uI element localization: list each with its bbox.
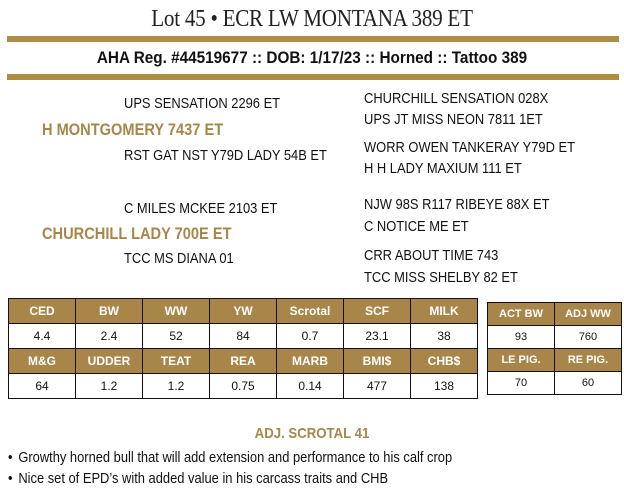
epd-value: 0.7 xyxy=(277,324,344,349)
epd-header: BW xyxy=(76,299,143,324)
registration-line: AHA Reg. #44519677 :: DOB: 1/17/23 :: Horned :: Tattoo 389 xyxy=(96,48,528,67)
actual-measures-table xyxy=(487,302,622,395)
epd-value: 4.4 xyxy=(9,324,76,349)
epd-header: SCF xyxy=(344,299,411,324)
epd-header: TEAT xyxy=(143,349,210,374)
side-value-row-2 xyxy=(488,372,622,395)
epd-header: MILK xyxy=(411,299,478,324)
epd-header: WW xyxy=(143,299,210,324)
pedigree-dss: NJW 98S R117 RIBEYE 88X ET xyxy=(364,196,550,213)
bottom-divider xyxy=(7,74,619,80)
adj-scrotal-heading: ADJ. SCROTAL 41 xyxy=(254,425,370,442)
pedigree-sire: H MONTGOMERY 7437 ET xyxy=(42,120,224,139)
epd-header: BMI$ xyxy=(344,349,411,374)
epd-header: Scrotal xyxy=(277,299,344,324)
side-value: 70 xyxy=(488,372,555,395)
side-header: ADJ WW xyxy=(555,303,622,326)
epd-value: 84 xyxy=(210,324,277,349)
epd-value-row-2 xyxy=(9,374,478,399)
side-header-row-1 xyxy=(488,303,622,326)
side-header-row-2 xyxy=(488,349,622,372)
epd-table xyxy=(8,298,478,399)
epd-header: REA xyxy=(210,349,277,374)
epd-header-row-2 xyxy=(9,349,478,374)
pedigree-dam: CHURCHILL LADY 700E ET xyxy=(42,224,232,243)
top-divider xyxy=(7,36,619,42)
epd-value: 477 xyxy=(344,374,411,399)
epd-header: YW xyxy=(210,299,277,324)
bullet-icon: • xyxy=(8,470,13,487)
epd-value: 38 xyxy=(411,324,478,349)
epd-header: CHB$ xyxy=(411,349,478,374)
pedigree-ssd: UPS JT MISS NEON 7811 1ET xyxy=(364,111,543,128)
pedigree-ddd: TCC MISS SHELBY 82 ET xyxy=(364,269,518,286)
side-value: 760 xyxy=(555,326,622,349)
bullet-item xyxy=(8,449,452,466)
epd-value: 0.14 xyxy=(277,374,344,399)
pedigree-dds: CRR ABOUT TIME 743 xyxy=(364,247,499,264)
pedigree-dam-dam: TCC MS DIANA 01 xyxy=(124,250,234,267)
bullet-item xyxy=(8,470,388,487)
epd-header: CED xyxy=(9,299,76,324)
epd-value: 23.1 xyxy=(344,324,411,349)
pedigree-sdd: H H LADY MAXIUM 111 ET xyxy=(364,160,522,177)
side-header: ACT BW xyxy=(488,303,555,326)
epd-value: 64 xyxy=(9,374,76,399)
pedigree-dam-sire: C MILES MCKEE 2103 ET xyxy=(124,200,278,217)
side-header: LE PIG. xyxy=(488,349,555,372)
bullet-icon: • xyxy=(8,449,13,466)
pedigree-sire-sire: UPS SENSATION 2296 ET xyxy=(124,95,281,112)
epd-header-row-1 xyxy=(9,299,478,324)
epd-value: 52 xyxy=(143,324,210,349)
epd-header: MARB xyxy=(277,349,344,374)
side-value: 60 xyxy=(555,372,622,395)
epd-value: 2.4 xyxy=(76,324,143,349)
pedigree-sss: CHURCHILL SENSATION 028X xyxy=(364,90,549,107)
side-value-row-1 xyxy=(488,326,622,349)
epd-header: M&G xyxy=(9,349,76,374)
side-value: 93 xyxy=(488,326,555,349)
pedigree-sire-dam: RST GAT NST Y79D LADY 54B ET xyxy=(124,147,327,164)
pedigree-sds: WORR OWEN TANKERAY Y79D ET xyxy=(364,139,575,156)
lot-title: Lot 45 • ECR LW MONTANA 389 ET xyxy=(151,6,473,32)
epd-value: 1.2 xyxy=(143,374,210,399)
epd-value: 0.75 xyxy=(210,374,277,399)
bullet-text: Nice set of EPD’s with added value in his carcass traits and CHB xyxy=(18,470,389,487)
epd-header: UDDER xyxy=(76,349,143,374)
epd-value-row-1 xyxy=(9,324,478,349)
epd-value: 138 xyxy=(411,374,478,399)
bullet-text: Growthy horned bull that will add extension and performance to his calf crop xyxy=(18,449,453,466)
pedigree-dsd: C NOTICE ME ET xyxy=(364,218,469,235)
side-header: RE PIG. xyxy=(555,349,622,372)
epd-value: 1.2 xyxy=(76,374,143,399)
